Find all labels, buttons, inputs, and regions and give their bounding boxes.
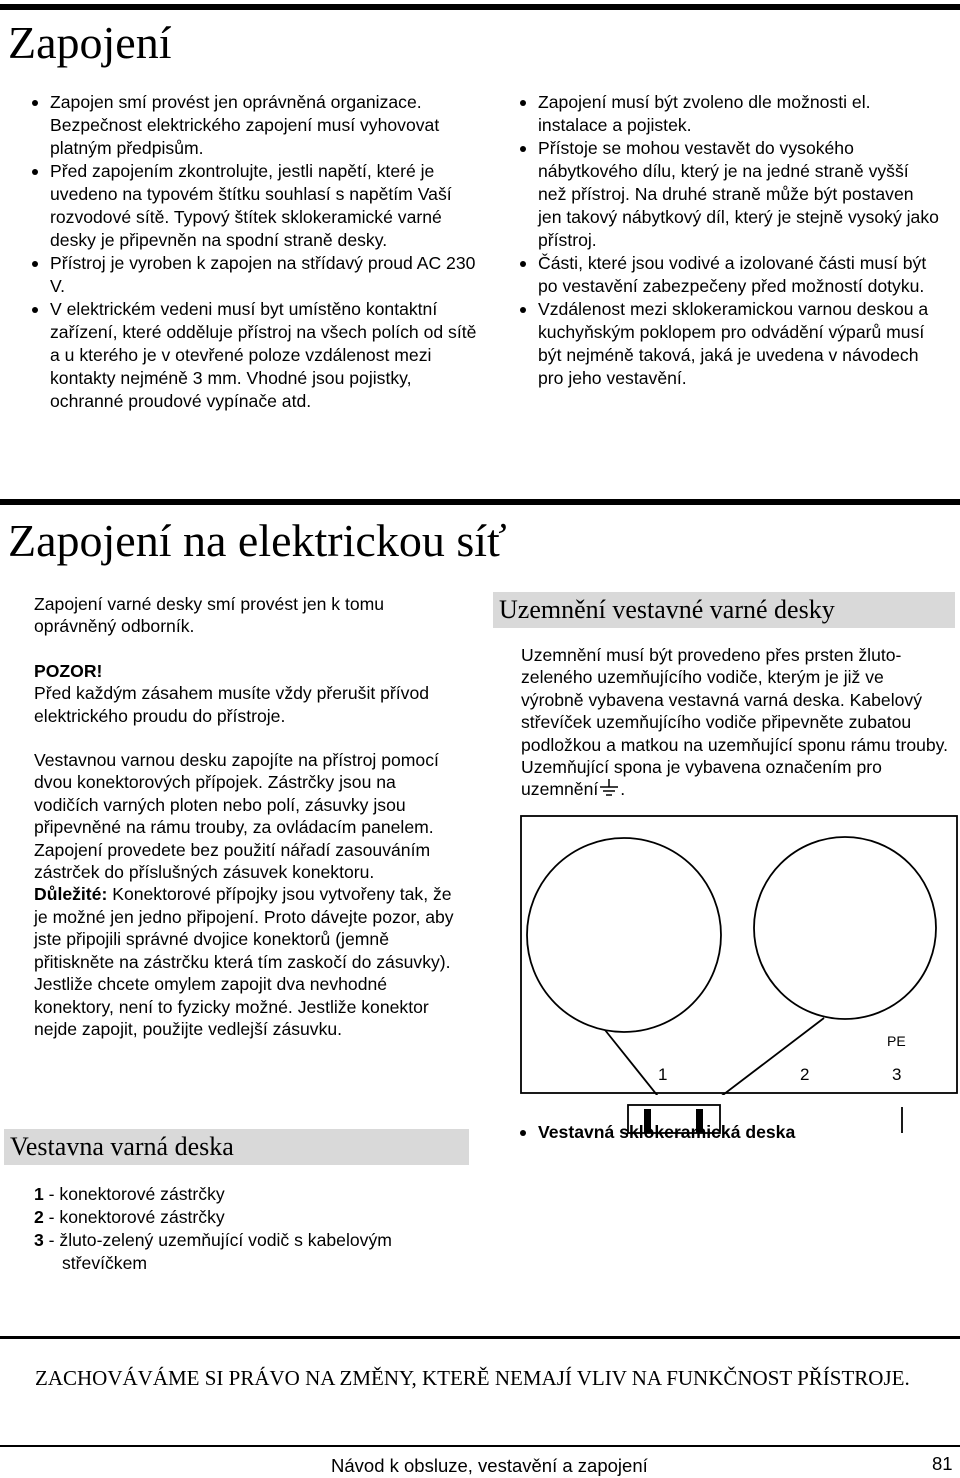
section-rule [0,499,960,505]
warning-label: POZOR! [34,660,103,681]
important-label: Důležité: [34,884,108,905]
legend-list [34,1183,464,1275]
label-2: 2 [800,1065,810,1084]
section-title-zapojeni-na-sit: Zapojení na elektrickou síť [8,515,507,566]
legend-text: - konektorové zástrčky [43,1207,225,1227]
bullet-item: V elektrickém vedeni musí byt umístěno kontaktní zařízení, které odděluje přístroj na všech polích od sítě a u kterého je v otevřené poloze vzdálenost mezi kontakty nejméně 3 mm. Vhodné jsou pojistky, ochranné proudové vypínače atd. [32,298,478,413]
cooking-zone-left [527,838,721,1032]
ground-symbol-icon [598,778,620,798]
legend-item-continuation: střevíčkem [62,1253,148,1273]
paragraph-important [34,883,464,1040]
section-title-zapojeni: Zapojení [8,17,172,68]
pe-label: PE [887,1033,906,1049]
legend-text: - konektorové zástrčky [43,1184,225,1204]
label-1: 1 [658,1065,668,1084]
connection-instructions [34,593,464,1040]
cooking-zone-right [754,837,936,1019]
hob-diagram [520,815,960,1142]
footer-rule [0,1445,960,1447]
diagram-caption: Vestavná sklokeramická deska [520,1121,940,1144]
hob-diagram-svg [520,815,960,1095]
grounding-heading: Uzemnění vestavné varné desky [493,592,955,628]
grounding-text: Uzemnění musí být provedeno přes prsten žluto-zeleného uzemňujícího vodiče, kterým je již ve výrobně vybavena vestavná varná deska. Kabelový střevíček uzemňujícího vodiče připevněte zubatou podložkou a matkou na uzemňující sponu rámu trouby. Uzemňující spona je vybavena označením pro uzemnění [521,645,949,800]
legend-num: 2 [34,1207,44,1227]
legend-text: - žluto-zelený uzemňující vodič s kabelovým [43,1230,392,1250]
paragraph-no-tools: Zapojení provedete bez použití nářadí zasouváním zástrček do příslušných zásuvek konektoru. [34,839,431,883]
legend-item [34,1229,464,1252]
grounding-section [521,644,951,801]
bullet-item: Části, které jsou vodivé a izolované části musí být po vestavění zabezpečeny před možností dotyku. [520,252,940,298]
wire-left [605,1030,677,1095]
footer-title: Návod k obsluze, vestavění a zapojení [331,1455,648,1476]
bullet-item: Přístoje se mohou vestavět do vysokého nábytkového dílu, který je na jedné straně vyšší než přístroj. Na druhé straně může být postaven jen takový nábytkový díl, který je stejně vysoký jako přístroj. [520,137,940,252]
legend-item [34,1183,464,1206]
page-number: 81 [932,1453,953,1474]
change-notice: ZACHOVÁVÁME SI PRÁVO NA ZMĚNY, KTERĚ NEMAJÍ VLIV NA FUNKČNOST PŘÍSTROJE. [35,1366,910,1390]
legend-num: 3 [34,1230,44,1250]
bullet-item: Před zapojením zkontrolujte, jestli napětí, které je uvedeno na typovém štítku souhlasí s napětím Vaší rozvodové sítě. Typový štítek sklokeramické varné desky je připevněn na spodní straně desky. [32,160,478,252]
paragraph-connectors: Vestavnou varnou desku zapojíte na přístroj pomocí dvou konektorových přípojek. Zástrčky jsou na vodičích varných ploten nebo polí, zásuvky jsou připevněné na rámu trouby, za ovládacím panelem. [34,750,439,838]
bullet-item: Zapojen smí provést jen oprávněná organizace. Bezpečnost elektrického zapojení musí vyhovovat platným předpisům. [32,91,478,160]
left-column-bullets [32,91,478,413]
bullet-item: Přístroj je vyroben k zapojen na střídavý proud AC 230 V. [32,252,478,298]
important-text: Konektorové přípojky jsou vytvořeny tak, že je možné jen jedno připojení. Proto dávejte pozor, aby jste připojili správné dvojice konektorů (jemně přitiskněte na zástrčku která tím zaskočí do zásuvky). Jestliže chcete omylem zapojit dva nevhodné konektory, není to fyzicky možné. Jestliže konektor nejde zapojit, použijte vedlejší zásuvku. [34,884,454,1039]
intro-text: Zapojení varné desky smí provést jen k tomu oprávněný odborník. [34,594,385,637]
bullet-item: Zapojení musí být zvoleno dle možnosti el. instalace a pojistek. [520,91,940,137]
legend-heading: Vestavna varná deska [4,1129,469,1165]
legend-item [34,1206,464,1229]
grounding-text-end: . [620,779,626,800]
right-column-bullets [520,91,940,390]
legend-num: 1 [34,1184,44,1204]
label-3: 3 [892,1065,902,1084]
warning-text: Před každým zásahem musíte vždy přerušit přívod elektrického proudu do přístroje. [34,683,430,726]
notice-rule [0,1336,960,1339]
top-rule [0,4,960,10]
hob-outline [521,816,957,1093]
bullet-item: Vzdálenost mezi sklokeramickou varnou deskou a kuchyňským poklopem pro odvádění výparů musí být nejméně taková, jaká je uvedena v návodech pro jeho vestavění. [520,298,940,390]
